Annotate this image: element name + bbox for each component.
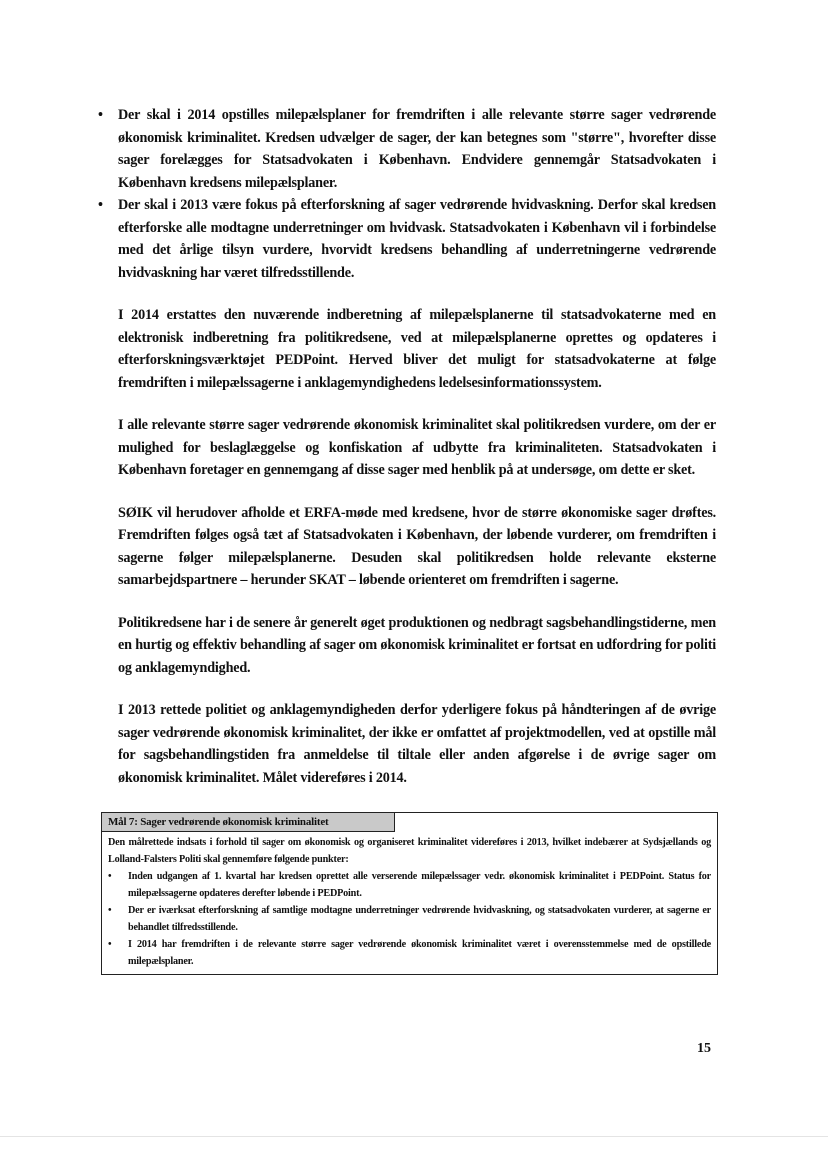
bullet-marker: • <box>108 871 112 882</box>
goal-box-list <box>108 868 711 970</box>
bullet-list <box>98 104 716 284</box>
goal-box-body <box>102 832 717 974</box>
goal-box-item <box>108 936 711 970</box>
goal-box-item <box>108 902 711 936</box>
goal-box-title: Mål 7: Sager vedrørende økonomisk kriminalitet <box>102 813 395 832</box>
paragraph: I 2013 rettede politiet og anklagemyndigheden derfor yderligere fokus på håndteringen af de øvrige sager vedrørende økonomisk kriminalitet, der ikke er omfattet af projektmodellen, ved at opstille mål for sagsbehandlingstiden fra anmeldelse til tiltale eller anden afgørelse i de øvrige sager om økonomisk kriminalitet. Målet videreføres i 2014. <box>118 702 716 786</box>
goal-box-item-text: Inden udgangen af 1. kvartal har kredsen oprettet alle verserende milepælssager vedr. økonomisk kriminalitet i PEDPoint. Status for milepælssagerne opdateres derefter løbende i PEDPoint. <box>128 871 711 899</box>
bullet-item <box>98 104 716 194</box>
bullet-marker: • <box>98 107 103 123</box>
bullet-item <box>98 194 716 284</box>
page-number: 15 <box>697 1041 711 1056</box>
bullet-marker: • <box>98 197 103 213</box>
paragraph: I 2014 erstattes den nuværende indberetning af milepælsplanerne til statsadvokaterne med en elektronisk indberetning fra politikredsene, ved at milepælsplanerne oprettes og opdateres i efterforskningsværktøjet PEDPoint. Herved bliver det muligt for statsadvokaterne at følge fremdriften i milepælssagerne i anklagemyndighedens ledelsesinformationssystem. <box>118 307 716 391</box>
body-text <box>98 104 716 809</box>
paragraph: SØIK vil herudover afholde et ERFA-møde med kredsene, hvor de større økonomiske sager drøftes. Fremdriften følges også tæt af Statsadvokaten i København, der løbende vurderer, om fremdriften i sagerne følger milepælsplanerne. Desuden skal politikredsen holde relevante eksterne samarbejdspartnere – herunder SKAT – løbende orienteret om fremdriften i sagerne. <box>118 504 716 588</box>
bullet-text: Der skal i 2014 opstilles milepælsplaner for fremdriften i alle relevante større sager vedrørende økonomisk kriminalitet. Kredsen udvælger de sager, der kan betegnes som "større", hvorefter disse sager forelægges for Statsadvokaten i København. Endvidere gennemgår Statsadvokaten i København kredsens milepælsplaner. <box>118 107 716 191</box>
goal-box <box>101 812 718 975</box>
goal-box-item <box>108 868 711 902</box>
goal-box-intro: Den målrettede indsats i forhold til sager om økonomisk og organiseret kriminalitet videreføres i 2013, hvilket indebærer at Sydsjællands og Lolland-Falsters Politi skal gennemføre følgende punkter: <box>108 837 711 865</box>
paragraph: Politikredsene har i de senere år generelt øget produktionen og nedbragt sagsbehandlingstiderne, men en hurtig og effektiv behandling af sager om økonomisk kriminalitet er fortsat en udfordring for politi og anklagemyndighed. <box>118 614 716 676</box>
paragraph: I alle relevante større sager vedrørende økonomisk kriminalitet skal politikredsen vurdere, om der er mulighed for beslaglæggelse og konfiskation af udbytte fra kriminaliteten. Statsadvokaten i København foretager en gennemgang af disse sager med henblik på at undersøge, om dette er sket. <box>118 417 716 478</box>
bullet-text: Der skal i 2013 være fokus på efterforskning af sager vedrørende hvidvaskning. Derfor skal kredsen efterforske alle modtagne underretninger om hvidvask. Statsadvokaten i København vil i forbindelse med det årlige tilsyn vurdere, hvorvidt kredsens behandling af underretningerne vedrørende hvidvaskning har været tilfredsstillende. <box>118 197 716 281</box>
goal-box-item-text: I 2014 har fremdriften i de relevante større sager vedrørende økonomisk kriminalitet været i overensstemmelse med de opstillede milepælsplaner. <box>128 939 711 967</box>
goal-box-item-text: Der er iværksat efterforskning af samtlige modtagne underretninger vedrørende hvidvaskning, og statsadvokaten vurderer, at sagerne er behandlet tilfredsstillende. <box>128 905 711 933</box>
bullet-marker: • <box>108 939 112 950</box>
footer-divider <box>0 1136 828 1137</box>
bullet-marker: • <box>108 905 112 916</box>
